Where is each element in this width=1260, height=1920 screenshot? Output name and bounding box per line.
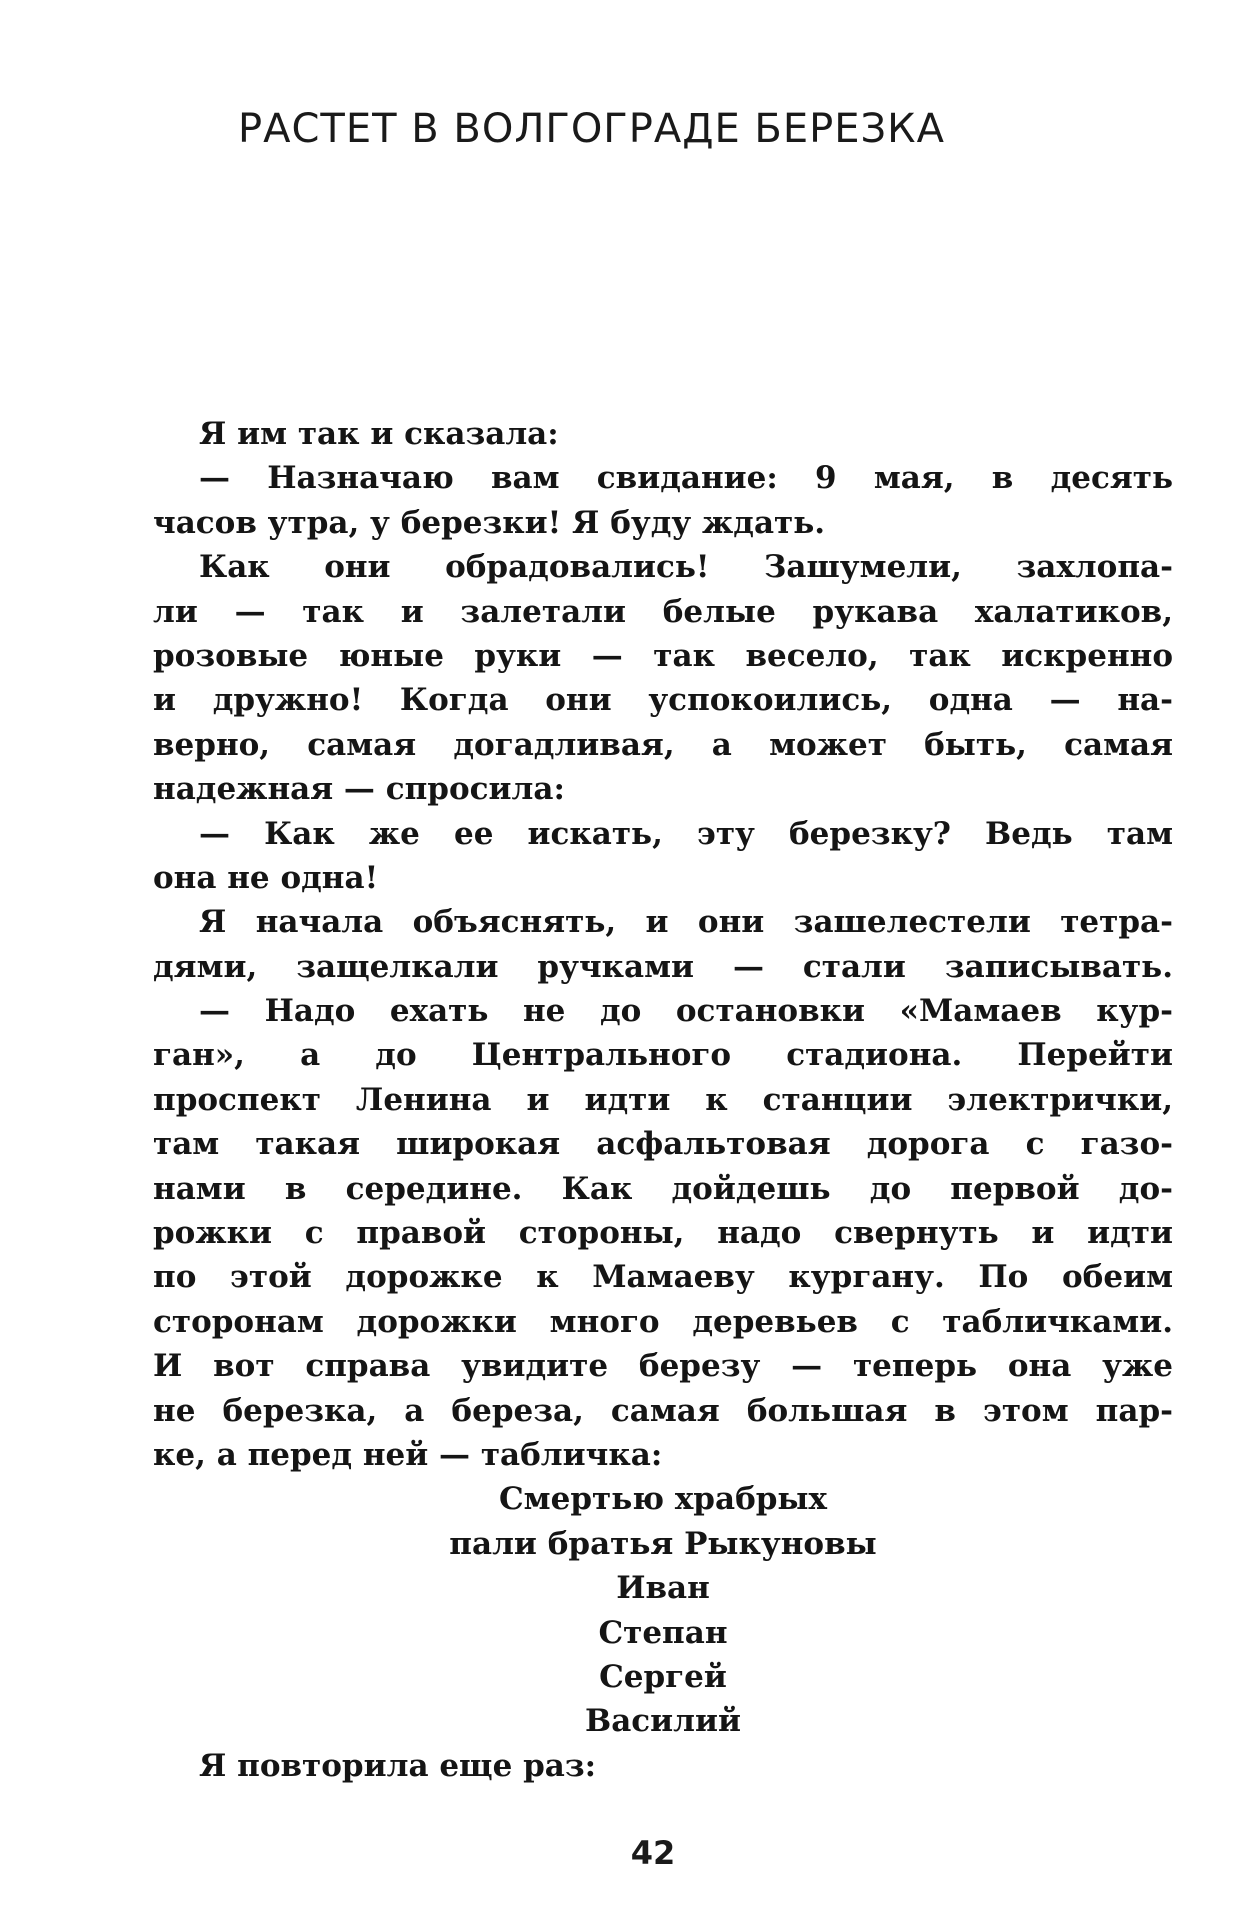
inscription-line: Смертью храбрых <box>499 1481 827 1518</box>
text-line: Я начала объяснять, и они зашелестели тетра- <box>199 904 1173 941</box>
text-line: И вот справа увидите березу — теперь она уже <box>153 1348 1173 1385</box>
text-line: надежная — спросила: <box>153 771 565 808</box>
text-line: верно, самая догадливая, а может быть, самая <box>153 726 1173 763</box>
text-line: не березка, а береза, самая большая в этом пар- <box>153 1392 1173 1429</box>
text-line: розовые юные руки — так весело, так искренно <box>153 637 1173 674</box>
text-line: — Надо ехать не до остановки «Мамаев кур- <box>199 993 1173 1030</box>
body-text <box>153 412 1173 1788</box>
text-line: ли — так и залетали белые рукава халатиков, <box>153 593 1173 630</box>
inscription-line: Василий <box>585 1703 741 1740</box>
text-line: там такая широкая асфальтовая дорога с газо- <box>153 1126 1173 1163</box>
inscription-line: Иван <box>616 1570 710 1607</box>
text-line: — Как же ее искать, эту березку? Ведь там <box>199 815 1173 852</box>
text-line: Я им так и сказала: <box>199 416 559 452</box>
page-number: 42 <box>630 1834 676 1872</box>
text-line: ган», а до Центрального стадиона. Перейти <box>153 1037 1173 1074</box>
text-line: проспект Ленина и идти к станции электрички, <box>153 1081 1173 1118</box>
text-line: и дружно! Когда они успокоились, одна — на- <box>153 682 1173 719</box>
text-line: дями, защелкали ручками — стали записывать. <box>153 948 1173 985</box>
text-line: рожки с правой стороны, надо свернуть и идти <box>153 1215 1173 1252</box>
inscription-line: Сергей <box>599 1658 727 1695</box>
text-line: — Назначаю вам свидание: 9 мая, в десять <box>199 460 1173 497</box>
inscription-line: пали братья Рыкуновы <box>449 1525 877 1562</box>
inscription-line: Степан <box>598 1614 728 1651</box>
text-line: Я повторила еще раз: <box>199 1747 597 1784</box>
text-line: ке, а перед ней — табличка: <box>153 1436 663 1473</box>
running-head: РАСТЕТ В ВОЛГОГРАДЕ БЕРЕЗКА <box>238 106 945 152</box>
text-line: по этой дорожке к Мамаеву кургану. По обеим <box>153 1259 1173 1296</box>
text-line: сторонам дорожки много деревьев с табличками. <box>153 1303 1173 1340</box>
text-line: часов утра, у березки! Я буду ждать. <box>153 504 826 541</box>
text-line: она не одна! <box>153 859 379 896</box>
text-line: Как они обрадовались! Зашумели, захлопа- <box>199 549 1173 586</box>
text-line: нами в середине. Как дойдешь до первой до- <box>153 1170 1173 1207</box>
